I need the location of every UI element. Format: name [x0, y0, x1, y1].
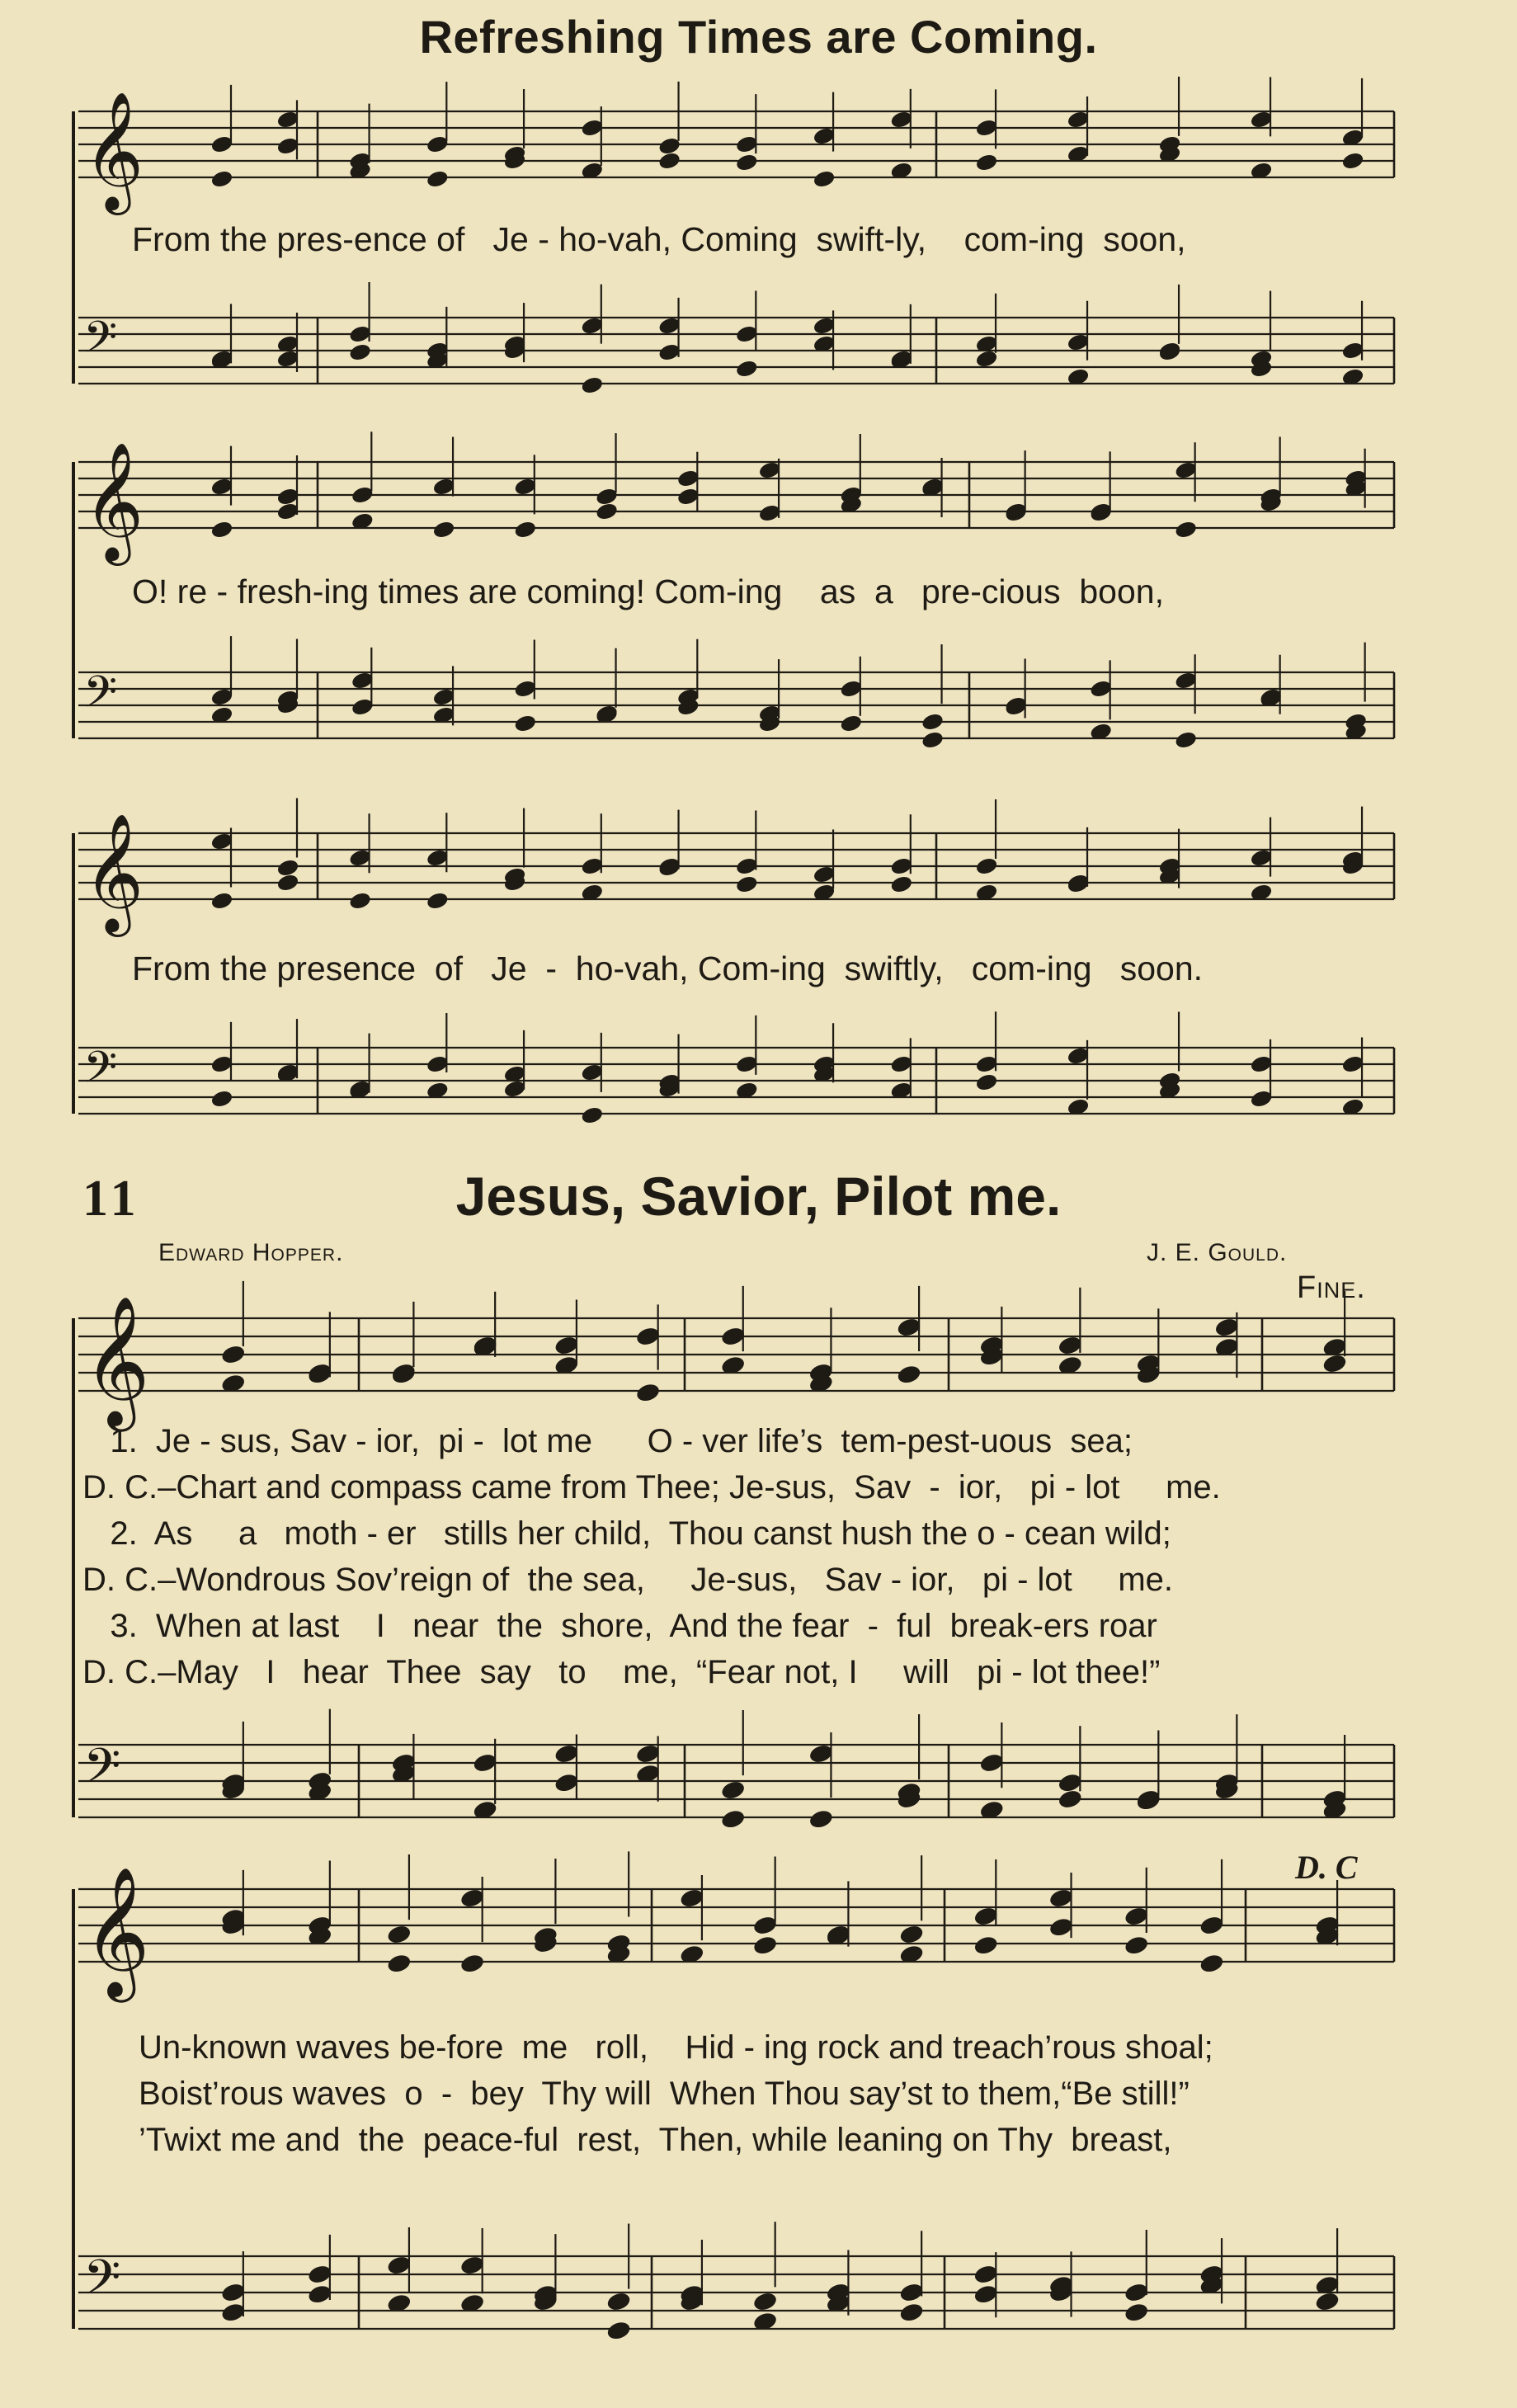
note-head [348, 891, 372, 911]
note-head [720, 1779, 747, 1802]
note-head [1314, 2291, 1340, 2313]
note-head [657, 151, 681, 171]
note-head [720, 1808, 747, 1831]
note-head [605, 2320, 632, 2342]
author-credit: Edward Hopper. [158, 1239, 344, 1266]
lyric-line-2: O! re - fresh-ing times are coming! Com-ing as a pre-cious boon, [132, 573, 1164, 610]
note-head [426, 169, 450, 189]
note-head [889, 874, 913, 894]
verse-line-1: 1. Je - sus, Sav - ior, pi - lot me O - ver life’s tem-pest-uous sea; [82, 1423, 1133, 1459]
note-head [635, 1382, 662, 1404]
note-head [276, 873, 299, 893]
note-head [1199, 1953, 1225, 1975]
note-head [1057, 1788, 1083, 1811]
note-head [839, 714, 863, 733]
treble-clef: 𝄞 [83, 92, 144, 210]
verse-line-8: Boist’rous waves o - bey Thy will When Thou say’st to them,“Be still!” [139, 2076, 1190, 2112]
note-head [1124, 1934, 1150, 1957]
note-head [808, 1808, 834, 1831]
note-head [580, 375, 604, 395]
lyric-line-1: From the pres-ence of Je - ho-vah, Coming swift-ly, com-ing soon, [132, 220, 1186, 258]
note-head [386, 1953, 412, 1975]
treble-clef: 𝄞 [83, 442, 144, 561]
verse-line-6: D. C.–May I hear Thee say to me, “Fear not, I will pi - lot thee!” [82, 1654, 1161, 1690]
note-head [348, 342, 372, 362]
verse-line-4: D. C.–Wondrous Sov’reign of the sea, Je-sus, Sav - ior, pi - lot me. [82, 1562, 1174, 1598]
note-head [580, 1105, 604, 1125]
verse-line-3: 2. As a moth - er stills her child, Thou canst hush the o - cean wild; [82, 1515, 1171, 1552]
verse-line-5: 3. When at last I near the shore, And the fear - ful break-ers roar [82, 1608, 1157, 1644]
treble-clef: 𝄞 [83, 1295, 150, 1426]
lyric-line-3: From the presence of Je - ho-vah, Com-ing swiftly, com-ing soon. [132, 950, 1204, 987]
note-head [459, 1953, 486, 1975]
note-head [276, 858, 299, 878]
note-head [432, 520, 456, 540]
verse-line-9: ’Twixt me and the peace-ful rest, Then, while leaning on Thy breast, [139, 2122, 1172, 2158]
note-head [426, 891, 450, 911]
note-head [210, 169, 233, 189]
note-head [605, 2291, 632, 2313]
note-head [1124, 2302, 1150, 2324]
note-head [973, 1934, 999, 1957]
note-head [1174, 730, 1198, 750]
note-head [898, 2302, 925, 2324]
hymn-number: 11 [82, 1171, 141, 1227]
note-head [735, 874, 759, 894]
note-head [975, 856, 999, 876]
note-head [735, 359, 759, 379]
bass-clef: 𝄢 [83, 2250, 121, 2318]
bass-clef: 𝄢 [83, 1738, 121, 1807]
note-head [735, 153, 759, 172]
bass-clef: 𝄢 [83, 667, 118, 728]
note-head [220, 1344, 247, 1366]
note-head [513, 520, 537, 540]
fine-marking: Fine. [1297, 1270, 1366, 1305]
treble-clef: 𝄞 [83, 1866, 150, 1997]
composer-credit: J. E. Gould. [1147, 1239, 1288, 1266]
verse-line-7: Un-known waves be-fore me roll, Hid - ing rock and treach’rous shoal; [139, 2029, 1213, 2066]
hymn-title-refreshing-times: Refreshing Times are Coming. [419, 11, 1098, 63]
note-head [1174, 520, 1198, 540]
note-head [386, 1924, 412, 1946]
note-head [813, 169, 836, 189]
note-head [1341, 151, 1365, 171]
note-head [210, 1089, 233, 1109]
bass-clef: 𝄢 [83, 313, 118, 374]
treble-clef: 𝄞 [83, 813, 144, 932]
hymn-title-jesus-savior: Jesus, Savior, Pilot me. [455, 1166, 1062, 1227]
note-head [210, 891, 233, 911]
note-head [210, 520, 233, 540]
note-head [898, 1924, 925, 1946]
note-head [975, 1072, 999, 1092]
dc-marking: D. C [1295, 1849, 1358, 1886]
bass-clef: 𝄢 [83, 1043, 118, 1104]
note-head [513, 714, 537, 733]
note-head [921, 712, 945, 732]
note-head [752, 2291, 779, 2313]
note-head [975, 153, 999, 172]
note-head [595, 502, 619, 521]
verse-line-2: D. C.–Chart and compass came from Thee; Je-sus, Sav - ior, pi - lot me. [82, 1469, 1221, 1506]
note-head [921, 730, 945, 750]
note-head [896, 1364, 922, 1386]
note-head [752, 1934, 779, 1957]
